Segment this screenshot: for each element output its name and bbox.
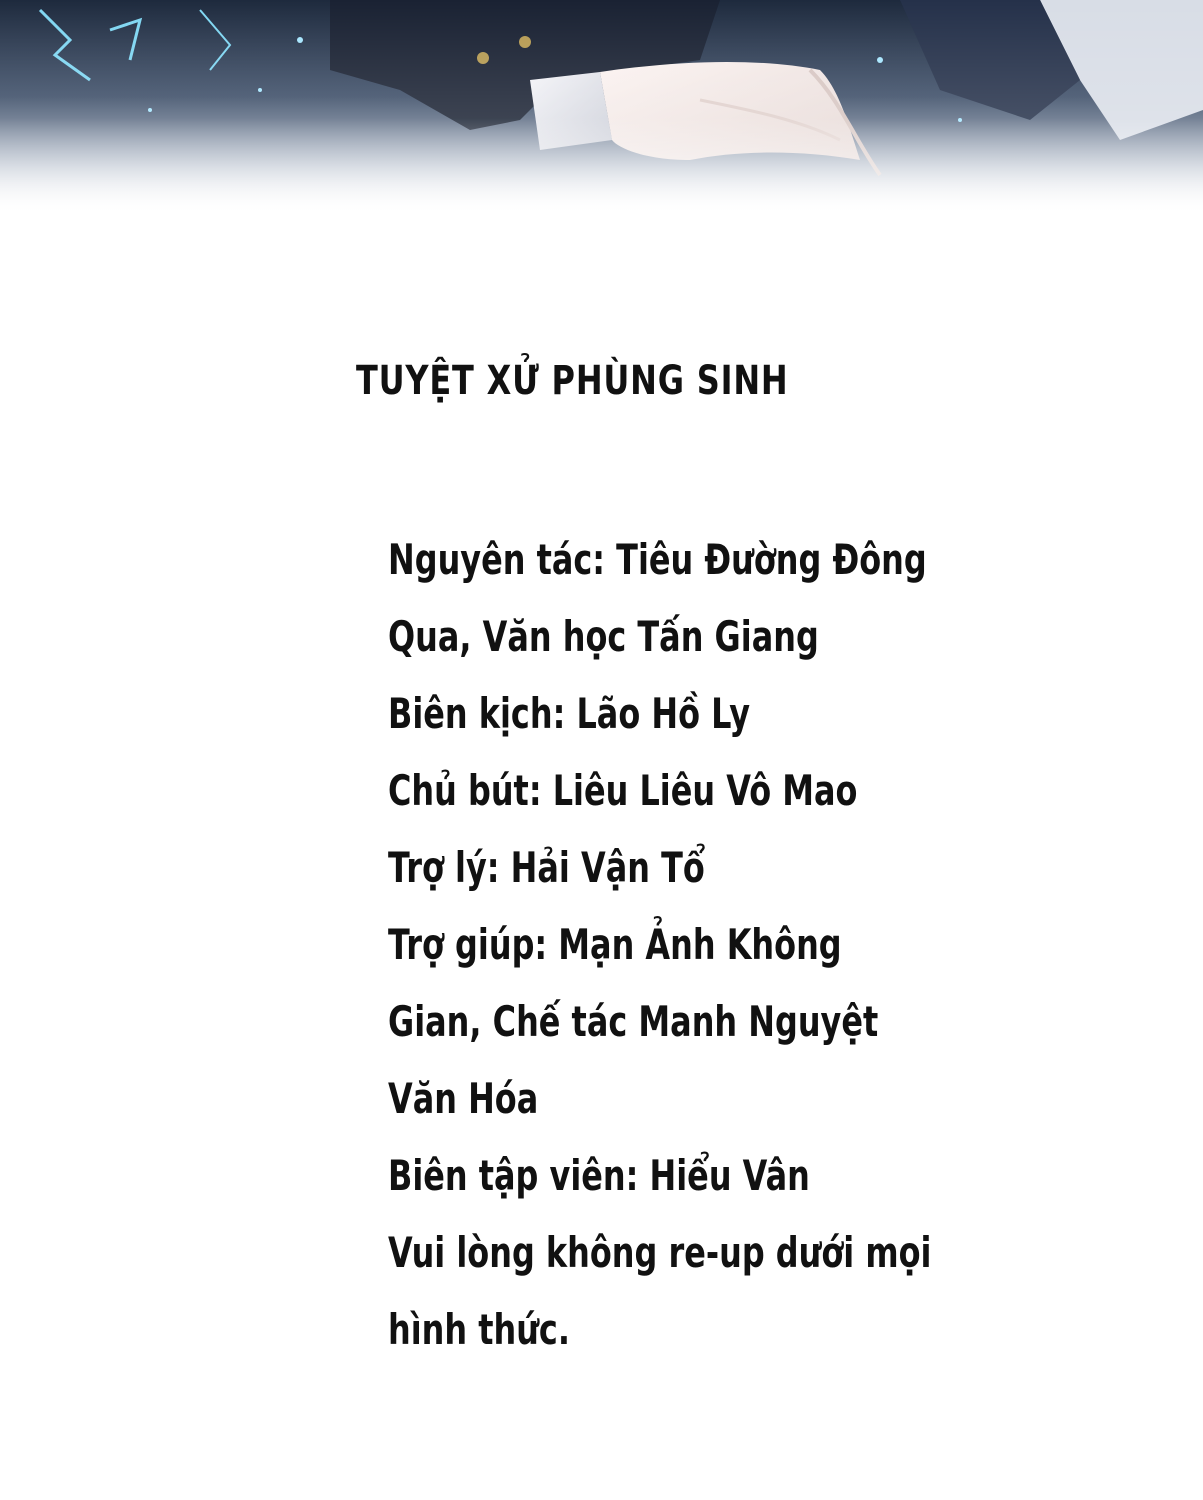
series-title: TUYỆT XỬ PHÙNG SINH [356, 358, 789, 404]
credit-line: Trợ giúp: Mạn Ảnh Không [388, 920, 842, 969]
credit-line: Văn Hóa [388, 1074, 539, 1123]
credit-line: Gian, Chế tác Manh Nguyệt [388, 997, 879, 1046]
credit-line: Biên tập viên: Hiểu Vân [388, 1151, 810, 1200]
credit-line: Biên kịch: Lão Hồ Ly [388, 689, 751, 738]
credit-line: Nguyên tác: Tiêu Đường Đông [388, 535, 927, 584]
credit-line: Trợ lý: Hải Vận Tổ [388, 843, 705, 892]
credit-line: hình thức. [388, 1305, 570, 1354]
banner-artwork [0, 0, 1203, 215]
credits-list [388, 521, 968, 1368]
manga-panel-illustration [0, 0, 1203, 215]
credit-line: Chủ bút: Liêu Liêu Vô Mao [388, 766, 858, 815]
credit-line: Vui lòng không re-up dưới mọi [388, 1228, 932, 1277]
credit-line: Qua, Văn học Tấn Giang [388, 612, 819, 661]
